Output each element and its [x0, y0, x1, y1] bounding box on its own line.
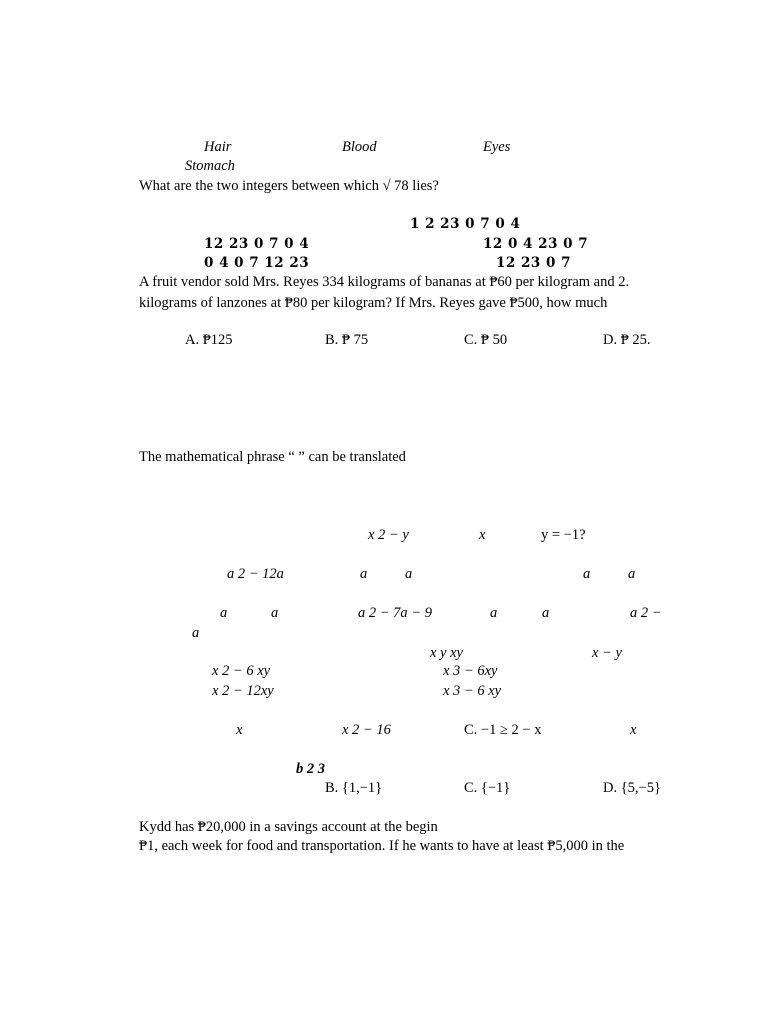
order-choice-b: 12 0 4 23 0 7	[483, 236, 589, 252]
order-choice-d: 12 23 0 7	[496, 255, 571, 271]
savings-problem-line-1: Kydd has ₱20,000 in a savings account at the begin	[139, 819, 438, 835]
fruit-choice-c: C. ₱ 50	[464, 332, 508, 348]
option-stomach: Stomach	[185, 158, 235, 174]
set-question-fragment: b 2 3	[296, 761, 325, 777]
order-sequence-header: 1 2 23 0 7 0 4	[410, 216, 521, 232]
ineq-choice-b: x 2 − 16	[342, 722, 391, 738]
factor-a-3: a	[583, 566, 591, 582]
expr-y-value: y = −1?	[541, 527, 586, 543]
factor-a2-dash: a 2 −	[630, 605, 662, 621]
fruit-choice-a: A. ₱125	[185, 332, 233, 348]
factor-a-7: a	[490, 605, 498, 621]
ineq-choice-d: x	[630, 722, 637, 738]
factor-a2-7a-9: a 2 − 7a − 9	[358, 605, 432, 621]
question-sqrt: What are the two integers between which √ 78 lies?	[139, 178, 439, 194]
set-choice-b: B. {1,−1}	[325, 780, 383, 796]
factor-a-4: a	[628, 566, 636, 582]
product-x-minus-y: x − y	[592, 645, 622, 661]
expr-x: x	[479, 527, 486, 543]
fruit-problem-line-2: kilograms of lanzones at ₱80 per kilogram? If Mrs. Reyes gave ₱500, how much	[139, 295, 608, 311]
factor-a2-12a: a 2 − 12a	[227, 566, 284, 582]
set-choice-c: C. {−1}	[464, 780, 511, 796]
product-choice-c: x 2 − 12xy	[212, 683, 274, 699]
fruit-choice-d: D. ₱ 25.	[603, 332, 651, 348]
factor-a-1: a	[360, 566, 368, 582]
ineq-choice-c: C. −1 ≥ 2 − x	[464, 722, 542, 738]
ineq-choice-a: x	[236, 722, 243, 738]
expr-x2-y: x 2 − y	[368, 527, 409, 543]
factor-a-9: a	[192, 625, 200, 641]
factor-a-6: a	[271, 605, 279, 621]
phrase-question: The mathematical phrase “ ” can be translated	[139, 449, 406, 465]
savings-problem-line-2: ₱1, each week for food and transportation. If he wants to have at least ₱5,000 in the	[139, 838, 625, 854]
product-choice-d: x 3 − 6 xy	[443, 683, 502, 699]
product-choice-a: x 2 − 6 xy	[212, 663, 271, 679]
product-x-y-xy: x y xy	[430, 645, 463, 661]
option-eyes: Eyes	[483, 139, 511, 155]
option-hair: Hair	[204, 139, 232, 155]
fruit-choice-b: B. ₱ 75	[325, 332, 369, 348]
order-choice-a: 12 23 0 7 0 4	[204, 236, 310, 252]
factor-a-8: a	[542, 605, 550, 621]
factor-a-2: a	[405, 566, 413, 582]
order-choice-c: 0 4 0 7 12 23	[204, 255, 310, 271]
factor-a-5: a	[220, 605, 228, 621]
option-blood: Blood	[342, 139, 377, 155]
fruit-problem-line-1: A fruit vendor sold Mrs. Reyes 334 kilograms of bananas at ₱60 per kilogram and 2.	[139, 274, 630, 290]
product-choice-b: x 3 − 6xy	[443, 663, 498, 679]
set-choice-d: D. {5,−5}	[603, 780, 661, 796]
